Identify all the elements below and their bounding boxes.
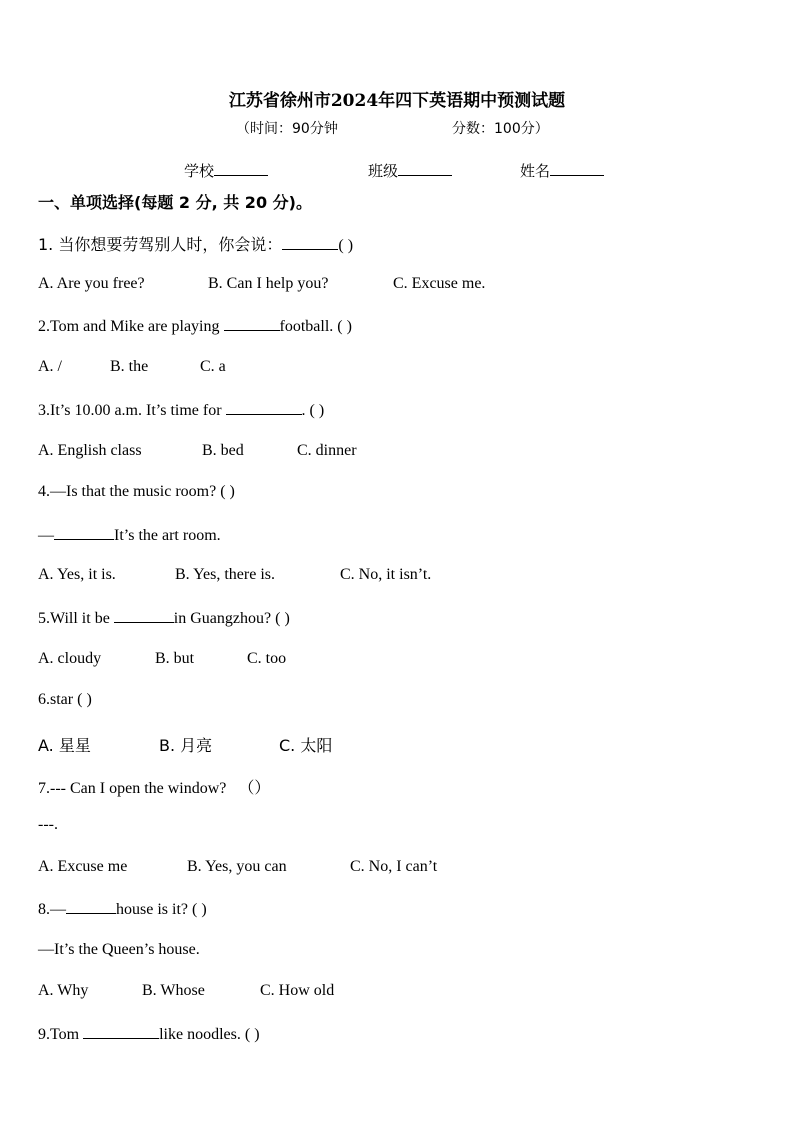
q7-stem: 7.--- Can I open the window? bbox=[38, 780, 227, 797]
q5-option-b: B. but bbox=[155, 650, 195, 667]
q4-sub-post: It’s the art room. bbox=[114, 527, 221, 544]
q8-option-a: A. Why bbox=[38, 982, 89, 999]
q4-response-line bbox=[38, 525, 221, 545]
q4-option-b: B. Yes, there is. bbox=[175, 566, 276, 583]
q4-answer-paren[interactable]: ( ) bbox=[220, 483, 235, 500]
q9-stem-post: like noodles. bbox=[159, 1026, 241, 1043]
q6-stem: 6.star bbox=[38, 691, 74, 708]
q3-stem-post: . bbox=[301, 402, 306, 419]
q7-option-c: C. No, I can’t bbox=[350, 858, 438, 875]
q3-option-a: A. English class bbox=[38, 442, 142, 459]
q1-option-a: A. Are you free? bbox=[38, 275, 145, 292]
q8-option-c: C. How old bbox=[260, 982, 335, 999]
q5-answer-paren[interactable]: ( ) bbox=[275, 610, 290, 627]
q2-option-a: A. / bbox=[38, 358, 62, 375]
question-2 bbox=[38, 316, 352, 336]
q9-answer-paren[interactable]: ( ) bbox=[244, 1026, 260, 1043]
question-9 bbox=[38, 1024, 260, 1044]
q4-blank[interactable] bbox=[54, 525, 114, 540]
q3-blank[interactable] bbox=[226, 400, 302, 415]
q4-option-a: A. Yes, it is. bbox=[38, 566, 116, 583]
q5-stem-post: in Guangzhou? bbox=[173, 610, 272, 627]
q8-blank[interactable] bbox=[66, 899, 116, 914]
q1-option-c: C. Excuse me. bbox=[393, 275, 486, 292]
school-field bbox=[184, 160, 268, 181]
q3-option-b: B. bed bbox=[202, 442, 244, 459]
q4-option-c: C. No, it isn’t. bbox=[340, 566, 432, 583]
question-1 bbox=[38, 232, 353, 255]
q2-stem-post: football. bbox=[279, 318, 334, 335]
q6-option-a: A. 星星 bbox=[38, 736, 91, 755]
q2-stem-pre: 2.Tom and Mike are playing bbox=[38, 318, 224, 335]
name-field bbox=[520, 160, 604, 181]
school-label: 学校 bbox=[184, 162, 215, 180]
q1-option-b: B. Can I help you? bbox=[208, 275, 329, 292]
q5-option-c: C. too bbox=[247, 650, 287, 667]
q1-answer-paren[interactable]: ( ) bbox=[338, 237, 354, 254]
q6-option-c: C. 太阳 bbox=[279, 736, 333, 755]
name-blank[interactable] bbox=[550, 161, 604, 176]
question-8 bbox=[38, 899, 207, 919]
q4-sub-pre: — bbox=[38, 527, 54, 544]
q8-sub: —It’s the Queen’s house. bbox=[38, 941, 200, 958]
q7-answer-paren[interactable]: （） bbox=[238, 778, 271, 797]
name-label: 姓名 bbox=[520, 162, 551, 180]
q2-option-b: B. the bbox=[110, 358, 149, 375]
q2-answer-paren[interactable]: ( ) bbox=[337, 318, 352, 335]
q7-sub: ---. bbox=[38, 816, 58, 833]
q5-stem-pre: 5.Will it be bbox=[38, 610, 114, 627]
q7-option-a: A. Excuse me bbox=[38, 858, 128, 875]
q2-blank[interactable] bbox=[224, 316, 280, 331]
question-4 bbox=[38, 483, 235, 501]
q8-stem-pre: 8.— bbox=[38, 901, 66, 918]
question-7 bbox=[38, 775, 270, 798]
q9-blank[interactable] bbox=[83, 1024, 159, 1039]
question-3 bbox=[38, 400, 324, 420]
q1-stem: 1. 当你想要劳驾别人时，你会说： bbox=[38, 235, 283, 254]
class-blank[interactable] bbox=[398, 161, 452, 176]
exam-title: 江苏省徐州市2024年四下英语期中预测试题 bbox=[228, 91, 566, 111]
q8-answer-paren[interactable]: ( ) bbox=[192, 901, 207, 918]
q8-option-b: B. Whose bbox=[142, 982, 205, 999]
q9-stem-pre: 9.Tom bbox=[38, 1026, 84, 1043]
exam-time: （时间：90分钟 bbox=[236, 121, 338, 137]
q3-option-c: C. dinner bbox=[297, 442, 357, 459]
q5-blank[interactable] bbox=[114, 608, 174, 623]
q3-answer-paren[interactable]: ( ) bbox=[309, 402, 325, 419]
class-field bbox=[368, 160, 452, 181]
section-heading: 一、单项选择(每题 2 分, 共 20 分)。 bbox=[38, 193, 312, 212]
q8-stem-post: house is it? bbox=[116, 901, 188, 918]
q7-option-b: B. Yes, you can bbox=[187, 858, 287, 875]
q8-response-line bbox=[38, 941, 200, 959]
question-5 bbox=[38, 608, 290, 628]
school-blank[interactable] bbox=[214, 161, 268, 176]
q2-option-c: C. a bbox=[200, 358, 226, 375]
q6-answer-paren[interactable]: ( ) bbox=[77, 691, 92, 708]
q4-stem: 4.—Is that the music room? bbox=[38, 483, 217, 500]
exam-score: 分数：100分） bbox=[452, 121, 549, 137]
q7-response-line bbox=[38, 816, 58, 834]
question-6 bbox=[38, 691, 92, 709]
q5-option-a: A. cloudy bbox=[38, 650, 102, 667]
q6-option-b: B. 月亮 bbox=[159, 736, 213, 755]
class-label: 班级 bbox=[368, 162, 399, 180]
q1-blank[interactable] bbox=[282, 235, 338, 250]
q3-stem-pre: 3.It’s 10.00 a.m. It’s time for bbox=[38, 402, 226, 419]
